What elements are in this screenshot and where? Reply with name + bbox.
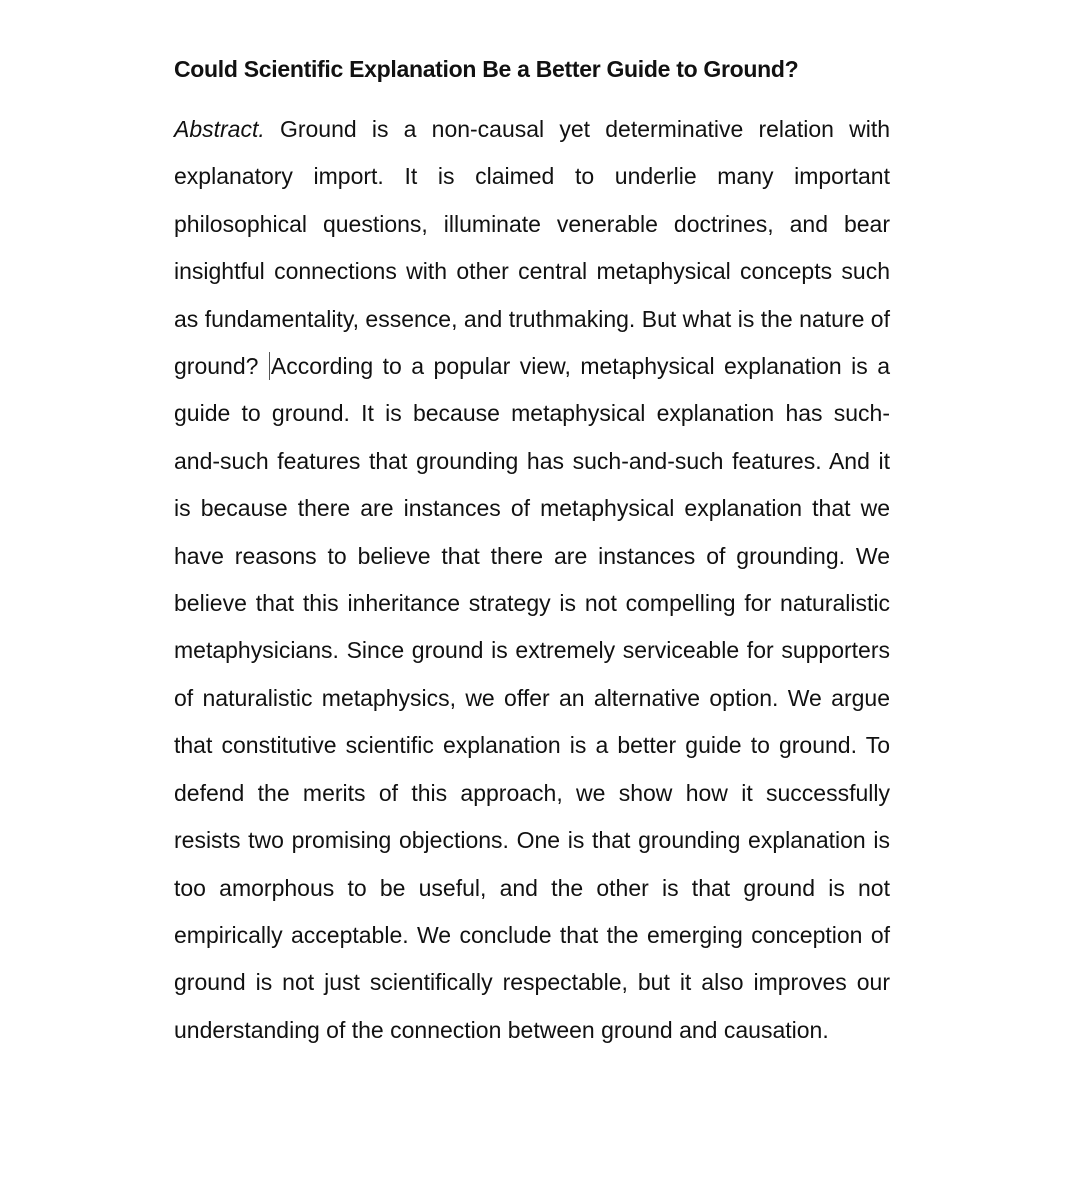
- abstract-text-part-1: Ground is a non-causal yet determinative relation with explanatory import. It is claimed to underlie many important philosophical questions, illuminate venerable doctrines, and bear insightful connections with other central metaphysical concepts such as fundamentality, essence, and truthmaking. But what is the nature of ground?: [174, 116, 891, 380]
- document-page: [174, 52, 890, 1054]
- abstract-paragraph[interactable]: [174, 106, 890, 1054]
- paper-title: Could Scientific Explanation Be a Better Guide to Ground?: [174, 56, 799, 82]
- abstract-label: Abstract.: [174, 116, 265, 142]
- abstract-text-part-2: According to a popular view, metaphysical explanation is a guide to ground. It is because metaphysical explanation has such-and-such features that grounding has such-and-such features. And it is because there are instances of metaphysical explanation that we have reasons to believe that there are instances of grounding. We believe that this inheritance strategy is not compelling for naturalistic metaphysicians. Since ground is extremely serviceable for supporters of naturalistic metaphysics, we offer an alternative option. We argue that constitutive scientific explanation is a better guide to ground. To defend the merits of this approach, we show how it successfully resists two promising objections. One is that grounding explanation is too amorphous to be useful, and the other is that ground is not empirically acceptable. We conclude that the emerging conception of ground is not just scientifically respectable, but it also improves our understanding of the connection between ground and causation.: [174, 353, 890, 1043]
- text-cursor: [269, 352, 270, 380]
